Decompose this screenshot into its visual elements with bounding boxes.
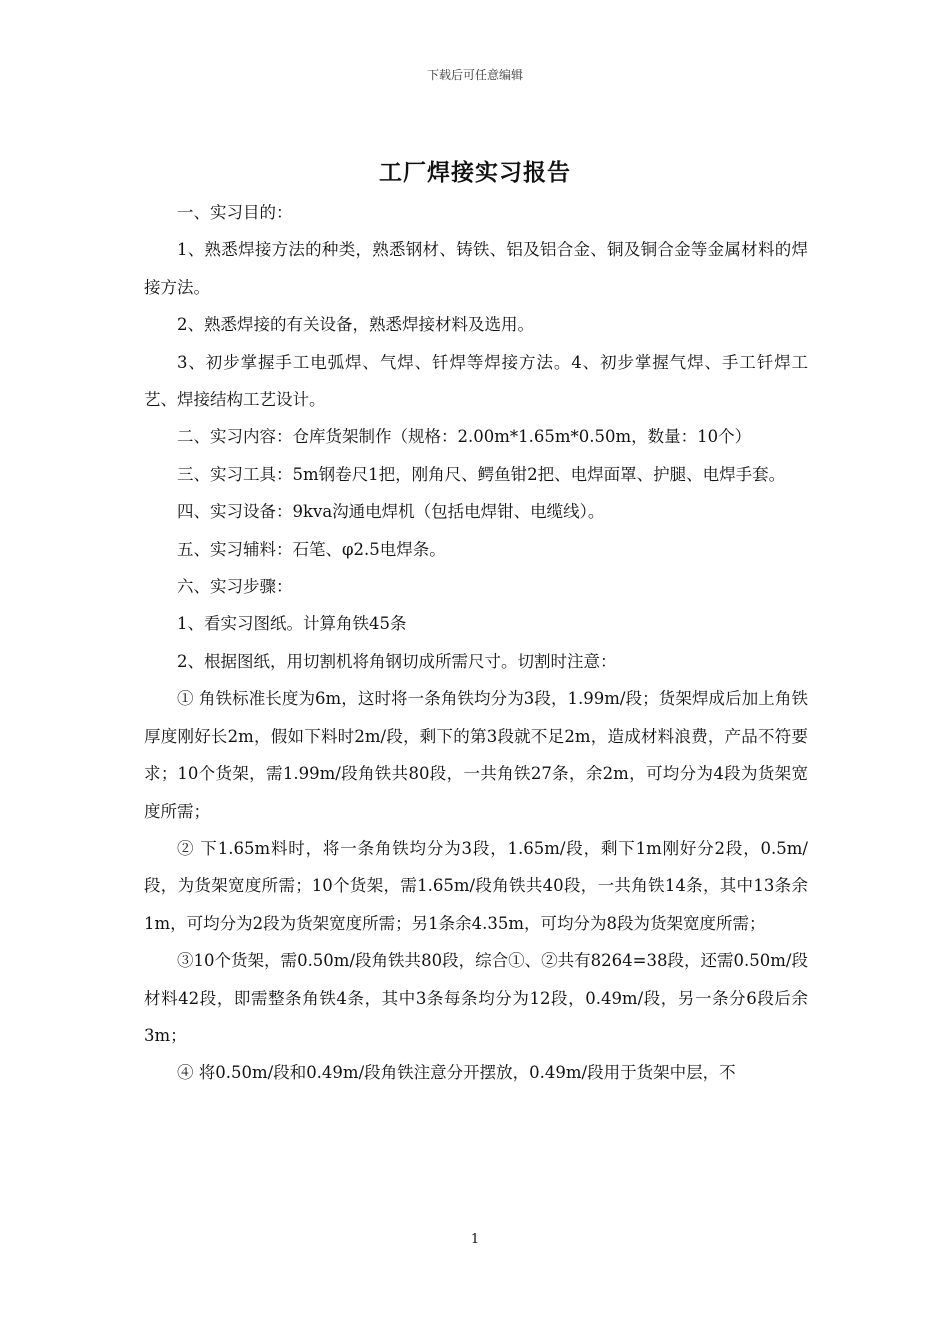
paragraph: 2、根据图纸，用切割机将角钢切成所需尺寸。切割时注意： [177,651,617,671]
paragraph: 二、实习内容：仓库货架制作（规格：2.00m*1.65m*0.50m，数量：10个） [177,427,752,447]
paragraph: 六、实习步骤： [177,577,293,597]
page-header-note: 下载后可任意编辑 [426,68,523,82]
document-title: 工厂焊接实习报告 [379,159,571,186]
paragraph: ③10个货架，需0.50m/段角铁共80段，综合①、②共有8264=38段，还需0.50m/段材料42段，即需整条角铁4条，其中3条每条均分为12段，0.49m/段，另一条分6段后余3m； [144,951,808,1045]
paragraph: 3、初步掌握手工电弧焊、气焊、钎焊等焊接方法。4、初步掌握气焊、手工钎焊工艺、焊接结构工艺设计。 [144,352,808,410]
paragraph: 四、实习设备：9kva沟通电焊机（包括电焊钳、电缆线）。 [177,502,605,522]
paragraph: 一、实习目的： [177,203,293,222]
document-body [144,194,808,1092]
paragraph: 2、熟悉焊接的有关设备，熟悉焊接材料及选用。 [177,315,534,335]
paragraph: 1、熟悉焊接方法的种类，熟悉钢材、铸铁、铝及铝合金、铜及铜合金等金属材料的焊接方法。 [144,240,808,297]
paragraph: ② 下1.65m料时，将一条角铁均分为3段，1.65m/段，剩下1m刚好分2段，0.5m/段，为货架宽度所需；10个货架，需1.65m/段角铁共40段，一共角铁14条，其中13条余1m，可均分为2段为货架宽度所需；另1条余4.35m，可均分为8段为货架宽度所需； [144,838,808,933]
paragraph: 三、实习工具：5m钢卷尺1把，刚角尺、鳄鱼钳2把、电焊面罩、护腿、电焊手套。 [177,464,786,484]
paragraph: ① 角铁标准长度为6m，这时将一条角铁均分为3段，1.99m/段；货架焊成后加上角铁厚度刚好长2m，假如下料时2m/段，剩下的第3段就不足2m，造成材料浪费，产品不符要求；10个货架，需1.99m/段角铁共80段，一共角铁27条，余2m，可均分为4段为货架宽度所需； [144,689,808,821]
paragraph: 1、看实习图纸。计算角铁45条 [177,614,407,634]
paragraph: 五、实习辅料：石笔、φ2.5电焊条。 [177,539,446,559]
page-number: 1 [470,1232,480,1247]
paragraph: ④ 将0.50m/段和0.49m/段角铁注意分开摆放，0.49m/段用于货架中层，不 [177,1063,736,1083]
